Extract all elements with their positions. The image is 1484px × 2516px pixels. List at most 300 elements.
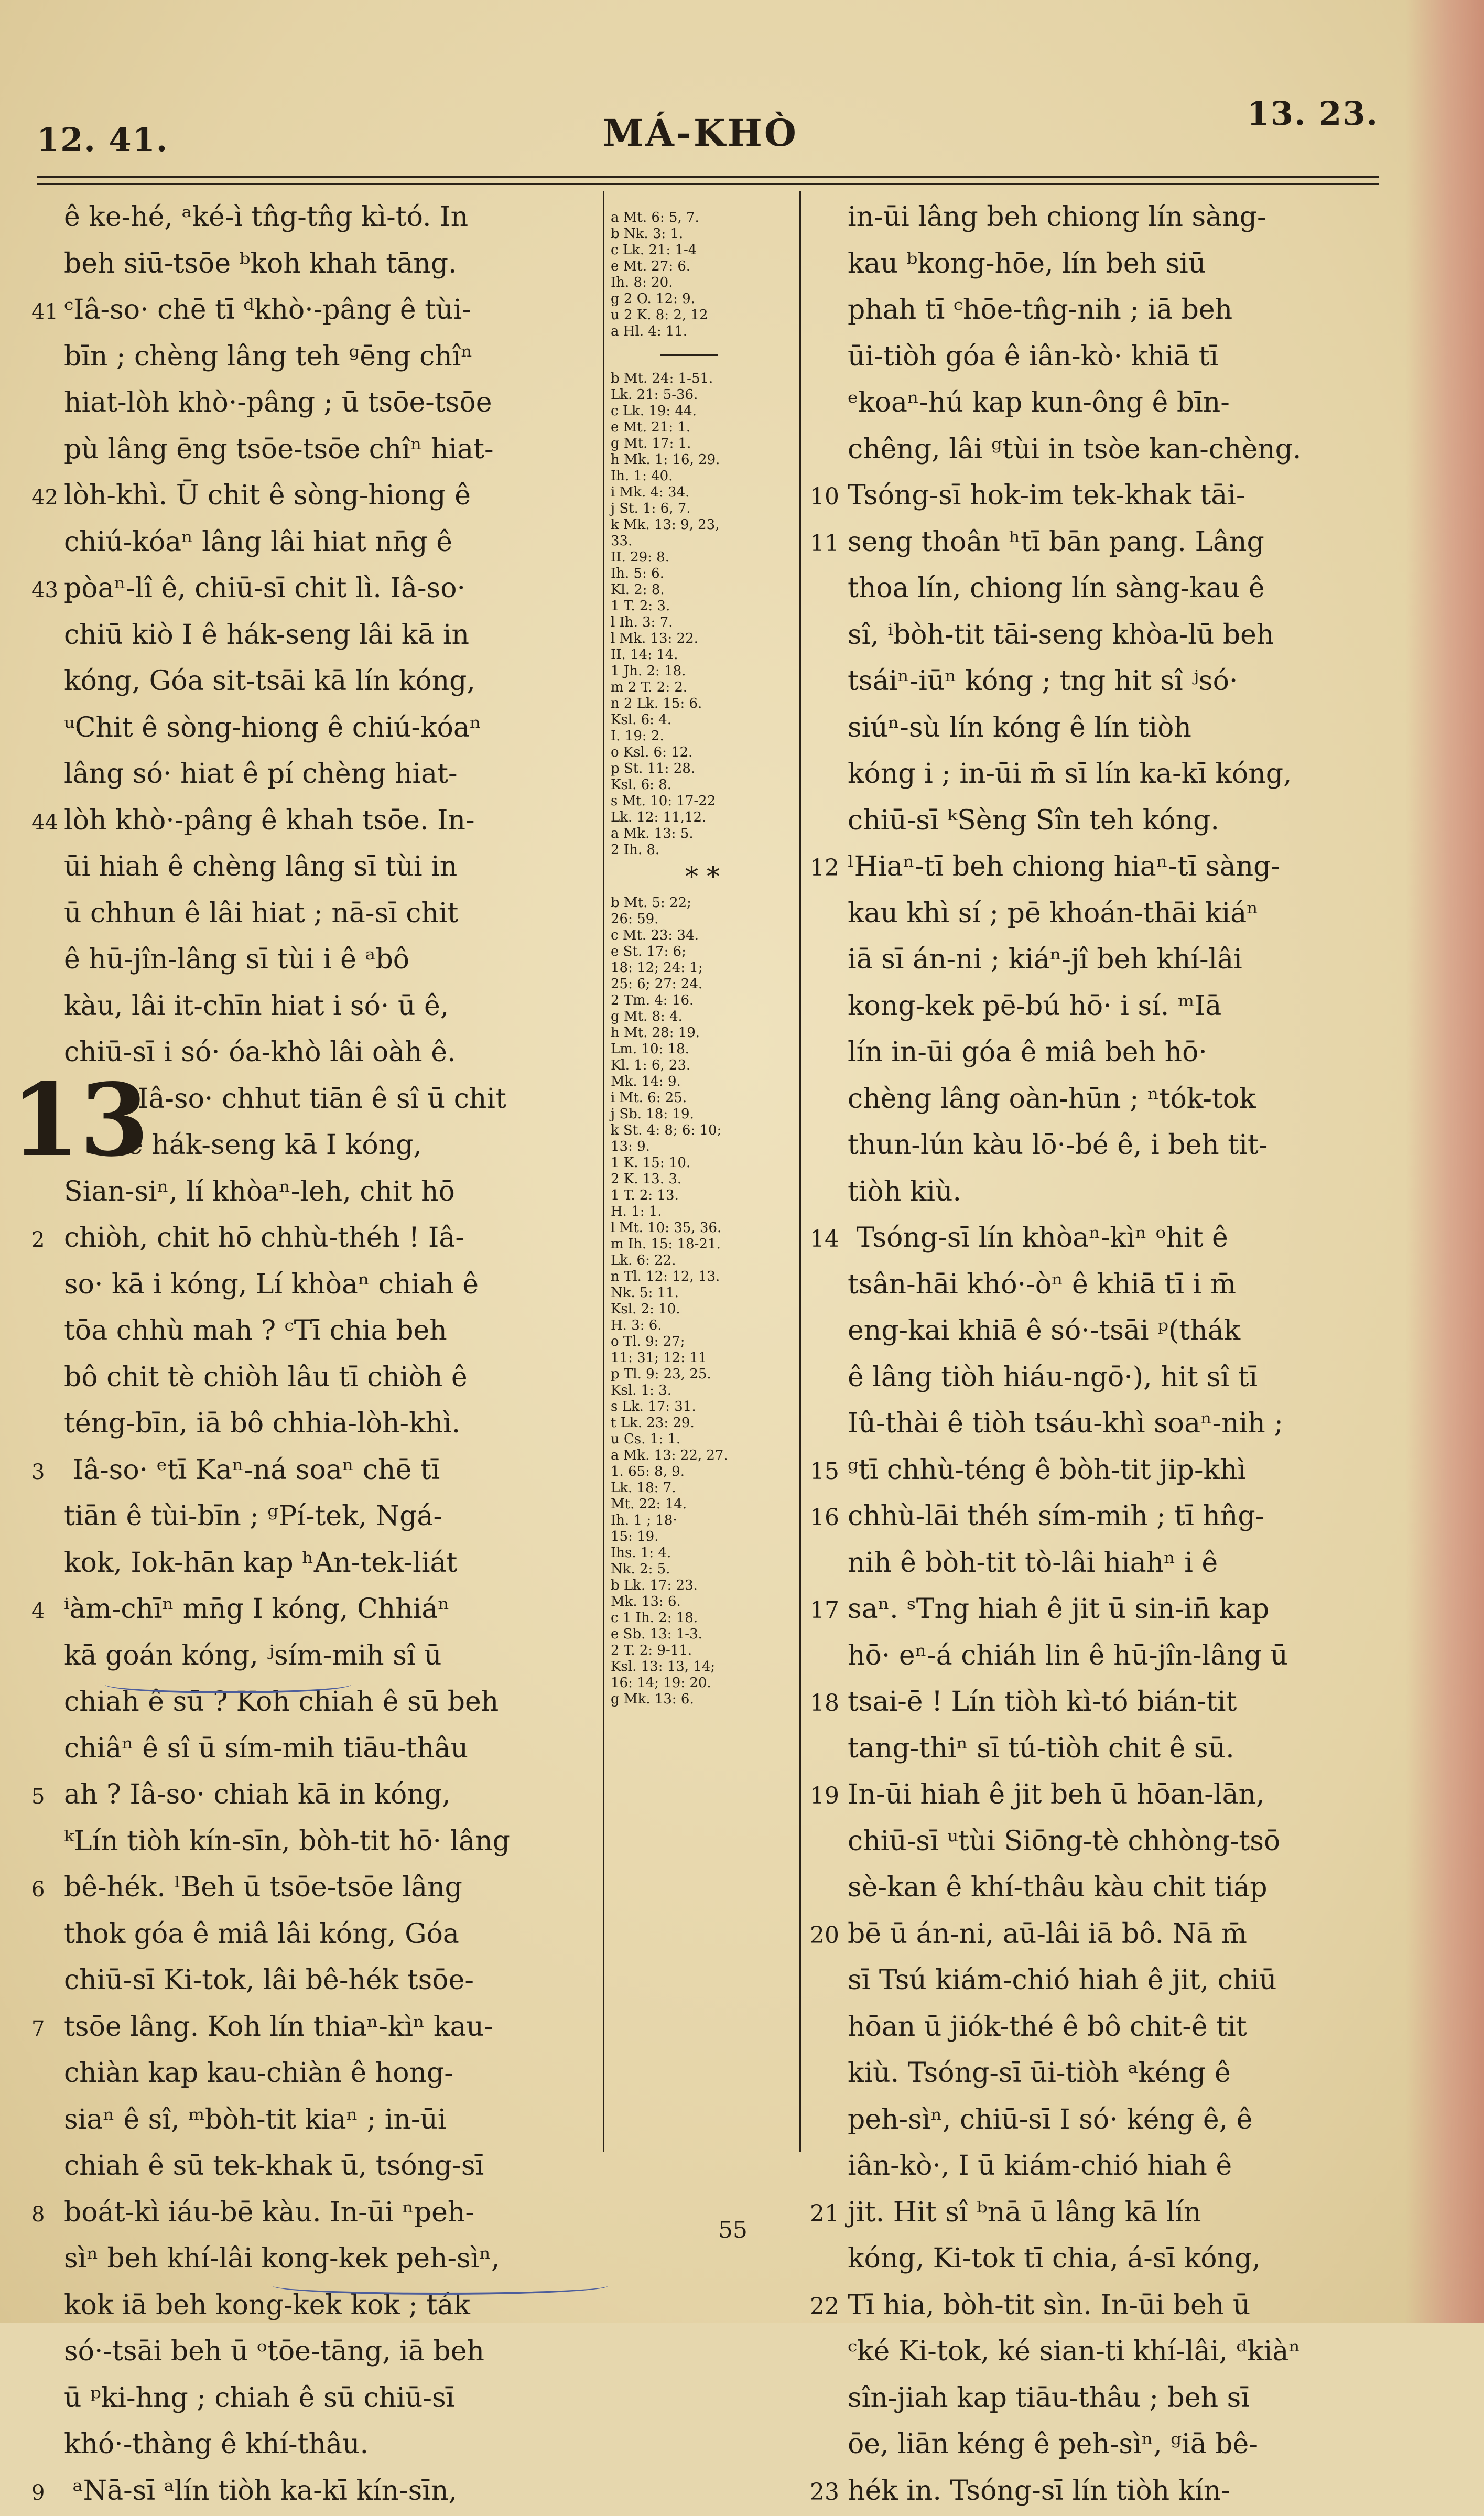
cross-reference: Ih. 8: 20. bbox=[611, 275, 794, 291]
verse-text: tiòh kiù. bbox=[848, 1176, 961, 1207]
verse-text: ê hák-seng kā I kóng, bbox=[64, 1129, 422, 1161]
verse-text: ūi-tiòh góa ê iân-kò· khiā tī bbox=[848, 341, 1218, 372]
text-line bbox=[31, 333, 598, 380]
cross-reference: c Lk. 19: 44. bbox=[611, 403, 794, 419]
verse-number: 11 bbox=[810, 521, 848, 567]
cross-reference: Kl. 2: 8. bbox=[611, 582, 794, 598]
text-line bbox=[31, 2004, 598, 2050]
section-stars: * * bbox=[611, 858, 794, 895]
text-line bbox=[31, 426, 598, 473]
cross-reference: Ihs. 1: 4. bbox=[611, 1545, 794, 1561]
text-line bbox=[31, 1586, 598, 1633]
cross-reference: 33. bbox=[611, 533, 794, 549]
cross-reference: h Mk. 1: 16, 29. bbox=[611, 452, 794, 468]
text-line bbox=[810, 2004, 1400, 2050]
text-line bbox=[31, 658, 598, 705]
verse-number: 42 bbox=[31, 474, 64, 521]
text-line bbox=[810, 333, 1400, 380]
verse-text: ᶜké Ki-tok, ké sian-ti khí-lâi, ᵈkiàⁿ bbox=[848, 2336, 1301, 2367]
chapter-number: 13 bbox=[10, 1071, 149, 1170]
verse-text: boát-kì iáu-bē kàu. In-ūi ⁿpeh- bbox=[64, 2197, 474, 2228]
verse-text: bê-hék. ˡBeh ū tsōe-tsōe lâng bbox=[64, 1872, 462, 1903]
verse-number: 4 bbox=[31, 1588, 64, 1635]
text-line bbox=[31, 1261, 598, 1308]
cross-reference: e Mt. 21: 1. bbox=[611, 419, 794, 436]
text-line bbox=[810, 1679, 1400, 1725]
text-line bbox=[31, 565, 598, 612]
text-line bbox=[810, 426, 1400, 473]
text-line bbox=[31, 2468, 598, 2514]
text-line bbox=[31, 1540, 598, 1586]
cross-reference: Ih. 5: 6. bbox=[611, 566, 794, 582]
text-line bbox=[31, 1215, 598, 1261]
cross-reference: Kl. 1: 6, 23. bbox=[611, 1057, 794, 1074]
cross-reference: k Mk. 13: 9, 23, bbox=[611, 517, 794, 533]
verse-text: só·-tsāi beh ū ᵒtōe-tāng, iā beh bbox=[64, 2336, 484, 2367]
verse-text: thok góa ê miâ lâi kóng, Góa bbox=[64, 1918, 459, 1950]
cross-reference: e St. 17: 6; bbox=[611, 944, 794, 960]
text-line bbox=[810, 2143, 1400, 2189]
text-line bbox=[810, 1261, 1400, 1308]
cross-reference: j Sb. 18: 19. bbox=[611, 1106, 794, 1122]
verse-number: 18 bbox=[810, 1680, 848, 1727]
cross-reference: Lm. 10: 18. bbox=[611, 1041, 794, 1057]
verse-number: 21 bbox=[810, 2191, 848, 2238]
cross-reference: e Sb. 13: 1-3. bbox=[611, 1626, 794, 1643]
header-rule-thin bbox=[37, 183, 1379, 185]
verse-number: 6 bbox=[31, 1866, 64, 1913]
verse-text: ⁱàm-chīⁿ mn̄g I kóng, Chhiáⁿ bbox=[64, 1593, 450, 1625]
verse-text: in-ūi lâng beh chiong lín sàng- bbox=[848, 201, 1266, 233]
text-line bbox=[31, 1911, 598, 1958]
verse-text: téng-bīn, iā bô chhia-lòh-khì. bbox=[64, 1408, 460, 1439]
verse-text: ᵍtī chhù-téng ê bòh-tit jip-khì bbox=[848, 1454, 1246, 1486]
reference-separator bbox=[660, 354, 718, 356]
header-verse-end: 13. 23. bbox=[1247, 94, 1379, 133]
verse-text: ū ᵖki-hng ; chiah ê sū chiū-sī bbox=[64, 2382, 454, 2414]
text-line bbox=[31, 1400, 598, 1447]
text-line bbox=[31, 2143, 598, 2189]
cross-reference: Lk. 21: 5-36. bbox=[611, 387, 794, 403]
verse-text: lín in-ūi góa ê miâ beh hō· bbox=[848, 1036, 1207, 1068]
cross-reference: t Lk. 23: 29. bbox=[611, 1415, 794, 1431]
verse-number: 12 bbox=[810, 845, 848, 892]
verse-text: kā goán kóng, ʲsím-mih sî ū bbox=[64, 1640, 442, 1671]
verse-text: hiat-lòh khò·-pâng ; ū tsōe-tsōe bbox=[64, 387, 492, 418]
cross-reference: Ksl. 6: 4. bbox=[611, 712, 794, 728]
cross-reference: b Mt. 5: 22; bbox=[611, 895, 794, 911]
verse-number: 8 bbox=[31, 2191, 64, 2238]
cross-reference: l Mk. 13: 22. bbox=[611, 631, 794, 647]
cross-reference-column bbox=[611, 210, 794, 1708]
verse-number: 16 bbox=[810, 1495, 848, 1541]
text-line bbox=[31, 2328, 598, 2375]
text-line bbox=[31, 890, 598, 937]
verse-number: 9 bbox=[31, 2470, 64, 2516]
text-line bbox=[810, 194, 1400, 241]
cross-reference: Mt. 22: 14. bbox=[611, 1496, 794, 1513]
cross-reference: l Mt. 10: 35, 36. bbox=[611, 1220, 794, 1236]
cross-reference: Lk. 6: 22. bbox=[611, 1252, 794, 1269]
verse-text: phah tī ᶜhōe-tn̂g-nih ; iā beh bbox=[848, 294, 1232, 326]
text-line bbox=[810, 936, 1400, 983]
verse-text: siúⁿ-sù lín kóng ê lín tiòh bbox=[848, 712, 1191, 743]
verse-text: saⁿ. ˢTng hiah ê jit ū sin-in̄ kap bbox=[848, 1593, 1269, 1625]
verse-text: kong-kek pē-bú hō· i sí. ᵐIā bbox=[848, 990, 1221, 1022]
verse-number: 2 bbox=[31, 1217, 64, 1264]
cross-reference: g Mt. 17: 1. bbox=[611, 436, 794, 452]
verse-text: chiàn kap kau-chiàn ê hong- bbox=[64, 2057, 453, 2089]
text-line bbox=[810, 1772, 1400, 1818]
header-rule bbox=[37, 176, 1379, 178]
verse-text: Tī hia, bòh-tit sìn. In-ūi beh ū bbox=[848, 2290, 1250, 2321]
verse-text: tiān ê tùi-bīn ; ᵍPí-tek, Ngá- bbox=[64, 1500, 442, 1532]
text-line bbox=[810, 1029, 1400, 1076]
verse-text: eng-kai khiā ê só·-tsāi ᵖ(thák bbox=[848, 1315, 1240, 1346]
text-line bbox=[810, 1215, 1400, 1261]
verse-text: chiū-sī ᵘtùi Siōng-tè chhòng-tsō bbox=[848, 1826, 1280, 1857]
verse-text: chiòh, chit hō chhù-théh ! Iâ- bbox=[64, 1222, 464, 1254]
cross-reference: Mk. 13: 6. bbox=[611, 1594, 794, 1610]
verse-text: ᵏLín tiòh kín-sīn, bòh-tit hō· lâng bbox=[64, 1826, 510, 1857]
book-title: MÁ-KHÒ bbox=[603, 111, 798, 155]
verse-text: sîn-jiah kap tiāu-thâu ; beh sī bbox=[848, 2382, 1250, 2414]
cross-reference: m 2 T. 2: 2. bbox=[611, 679, 794, 696]
verse-number: 19 bbox=[810, 1773, 848, 1820]
text-line bbox=[31, 1818, 598, 1865]
text-line bbox=[810, 2468, 1400, 2514]
verse-text: hék in. Tsóng-sī lín tiòh kín- bbox=[848, 2475, 1230, 2507]
text-line bbox=[31, 472, 598, 519]
cross-reference: u Cs. 1: 1. bbox=[611, 1431, 794, 1448]
text-line bbox=[31, 1725, 598, 1772]
cross-reference: 15: 19. bbox=[611, 1529, 794, 1545]
verse-text: ᵇIâ-so· chhut tiān ê sî ū chit bbox=[64, 1083, 506, 1115]
text-line bbox=[31, 705, 598, 751]
verse-text: chiū-sī ᵏSèng Sîn teh kóng. bbox=[848, 805, 1219, 836]
verse-text: kau khì sí ; pē khoán-thāi kiáⁿ bbox=[848, 898, 1259, 929]
cross-reference: o Tl. 9: 27; bbox=[611, 1334, 794, 1350]
cross-reference: l Ih. 3: 7. bbox=[611, 614, 794, 631]
cross-reference: 18: 12; 24: 1; bbox=[611, 960, 794, 976]
cross-reference: h Mt. 28: 19. bbox=[611, 1025, 794, 1041]
verse-text: thoa lín, chiong lín sàng-kau ê bbox=[848, 573, 1265, 604]
verse-text: so· kā i kóng, Lí khòaⁿ chiah ê bbox=[64, 1269, 479, 1300]
verse-text: bô chit tè chiòh lâu tī chiòh ê bbox=[64, 1362, 468, 1393]
cross-reference: j St. 1: 6, 7. bbox=[611, 501, 794, 517]
text-line bbox=[31, 2097, 598, 2143]
cross-reference: 25: 6; 27: 24. bbox=[611, 976, 794, 992]
cross-reference: I. 19: 2. bbox=[611, 728, 794, 744]
cross-reference: i Mt. 6: 25. bbox=[611, 1090, 794, 1106]
cross-reference: 1. 65: 8, 9. bbox=[611, 1464, 794, 1480]
text-line bbox=[31, 2050, 598, 2097]
verse-number: 17 bbox=[810, 1588, 848, 1634]
verse-text: chiah ê sū ? Koh chiah ê sū beh bbox=[64, 1686, 499, 1718]
verse-text: Tsóng-sī lín khòaⁿ-kìⁿ ᵒhit ê bbox=[848, 1222, 1228, 1254]
verse-text: jit. Hit sî ᵇnā ū lâng kā lín bbox=[848, 2197, 1201, 2228]
cross-reference: c Lk. 21: 1-4 bbox=[611, 242, 794, 258]
verse-number: 7 bbox=[31, 2006, 64, 2053]
cross-reference: Lk. 18: 7. bbox=[611, 1480, 794, 1496]
cross-reference: b Mt. 24: 1-51. bbox=[611, 371, 794, 387]
cross-reference: b Lk. 17: 23. bbox=[611, 1578, 794, 1594]
text-line bbox=[810, 1447, 1400, 1494]
verse-text: nih ê bòh-tit tò-lâi hiahⁿ i ê bbox=[848, 1547, 1218, 1579]
text-line bbox=[31, 2375, 598, 2422]
verse-text: kóng i ; in-ūi m̄ sī lín ka-kī kóng, bbox=[848, 758, 1292, 790]
cross-reference: 1 Jh. 2: 18. bbox=[611, 663, 794, 679]
verse-number: 5 bbox=[31, 1774, 64, 1820]
left-text-column bbox=[31, 194, 598, 2514]
text-line bbox=[810, 751, 1400, 797]
text-line bbox=[31, 983, 598, 1030]
cross-reference: a Hl. 4: 11. bbox=[611, 323, 794, 340]
verse-text: Tsóng-sī hok-im tek-khak tāi- bbox=[848, 480, 1245, 511]
verse-text: sè-kan ê khí-thâu kàu chit tiáp bbox=[848, 1872, 1268, 1903]
text-line bbox=[31, 519, 598, 566]
text-line bbox=[810, 2421, 1400, 2468]
cross-reference: s Lk. 17: 31. bbox=[611, 1399, 794, 1415]
verse-number: 22 bbox=[810, 2284, 848, 2330]
verse-number: 23 bbox=[810, 2469, 848, 2516]
text-line bbox=[810, 1540, 1400, 1586]
cross-reference: p Tl. 9: 23, 25. bbox=[611, 1366, 794, 1383]
cross-reference: 13: 9. bbox=[611, 1139, 794, 1155]
text-line bbox=[810, 1122, 1400, 1169]
verse-number: 43 bbox=[31, 567, 64, 614]
verse-text: chiū kiò I ê hák-seng lâi kā in bbox=[64, 619, 469, 651]
cross-reference: Ksl. 2: 10. bbox=[611, 1301, 794, 1318]
text-line bbox=[810, 1633, 1400, 1679]
text-line bbox=[31, 1957, 598, 2004]
verse-text: siaⁿ ê sî, ᵐbòh-tit kiaⁿ ; in-ūi bbox=[64, 2104, 447, 2135]
text-line bbox=[810, 1354, 1400, 1401]
verse-text: ᵘChit ê sòng-hiong ê chiú-kóaⁿ bbox=[64, 712, 481, 743]
text-line bbox=[31, 194, 598, 241]
text-line bbox=[31, 1354, 598, 1401]
text-line bbox=[810, 2375, 1400, 2422]
verse-text: pù lâng ēng tsōe-tsōe chîⁿ hiat- bbox=[64, 434, 494, 465]
verse-text: tsai-ē ! Lín tiòh kì-tó bián-tit bbox=[848, 1686, 1237, 1718]
text-line bbox=[31, 380, 598, 426]
text-line bbox=[31, 612, 598, 658]
verse-text: kau ᵇkong-hōe, lín beh siū bbox=[848, 248, 1206, 279]
verse-text: chiâⁿ ê sî ū sím-mih tiāu-thâu bbox=[64, 1733, 468, 1764]
text-line bbox=[31, 797, 598, 844]
verse-text: kok iā beh kong-kek kok ; ták bbox=[64, 2290, 470, 2321]
verse-number: 20 bbox=[810, 1913, 848, 1959]
cross-reference: 2 K. 13. 3. bbox=[611, 1171, 794, 1187]
text-line bbox=[810, 1911, 1400, 1958]
text-line bbox=[810, 1586, 1400, 1633]
text-line bbox=[810, 380, 1400, 426]
verse-text: ê hū-jîn-lâng sī tùi i ê ᵃbô bbox=[64, 944, 409, 975]
verse-text: ê ke-hé, ᵃké-ì tn̂g-tn̂g kì-tó. In bbox=[64, 201, 468, 233]
verse-text: kóng, Góa sit-tsāi kā lín kóng, bbox=[64, 665, 475, 697]
verse-text: iā sī án-ni ; kiáⁿ-jî beh khí-lâi bbox=[848, 944, 1242, 975]
text-line bbox=[810, 1864, 1400, 1911]
verse-text: peh-sìⁿ, chiū-sī I só· kéng ê, ê bbox=[848, 2104, 1252, 2135]
cross-reference: Ih. 1: 40. bbox=[611, 468, 794, 484]
verse-text: sī Tsú kiám-chió hiah ê jit, chiū bbox=[848, 1964, 1276, 1996]
verse-text: thun-lún kàu lō·-bé ê, i beh tit- bbox=[848, 1129, 1268, 1161]
cross-reference: 2 Ih. 8. bbox=[611, 842, 794, 858]
text-line bbox=[810, 1169, 1400, 1215]
verse-text: chêng, lâi ᵍtùi in tsòe kan-chèng. bbox=[848, 434, 1301, 465]
cross-reference: H. 3: 6. bbox=[611, 1318, 794, 1334]
verse-text: Sian-siⁿ, lí khòaⁿ-leh, chit hō bbox=[64, 1176, 455, 1207]
text-line bbox=[810, 287, 1400, 333]
verse-text: iân-kò·, I ū kiám-chió hiah ê bbox=[848, 2150, 1232, 2182]
verse-text: sìⁿ beh khí-lâi kong-kek peh-sìⁿ, bbox=[64, 2243, 500, 2274]
text-line bbox=[810, 565, 1400, 612]
text-line bbox=[810, 983, 1400, 1030]
verse-text: pòaⁿ-lî ê, chiū-sī chit lì. Iâ-so· bbox=[64, 573, 465, 604]
verse-text: ōe, liān kéng ê peh-sìⁿ, ᵍiā bê- bbox=[848, 2428, 1258, 2460]
cross-reference: n 2 Lk. 15: 6. bbox=[611, 696, 794, 712]
cross-reference: a Mk. 13: 22, 27. bbox=[611, 1448, 794, 1464]
cross-reference: Nk. 2: 5. bbox=[611, 1561, 794, 1578]
text-line bbox=[810, 1725, 1400, 1772]
text-line bbox=[31, 1308, 598, 1354]
text-line bbox=[810, 1818, 1400, 1865]
cross-reference: 2 Tm. 4: 16. bbox=[611, 992, 794, 1009]
text-line bbox=[810, 2189, 1400, 2236]
text-line bbox=[810, 705, 1400, 751]
page-number: 55 bbox=[718, 2217, 748, 2243]
cross-reference: u 2 K. 8: 2, 12 bbox=[611, 307, 794, 323]
verse-text: ˡHiaⁿ-tī beh chiong hiaⁿ-tī sàng- bbox=[848, 851, 1280, 882]
verse-text: chiah ê sū tek-khak ū, tsóng-sī bbox=[64, 2150, 484, 2182]
verse-text: ᶜIâ-so· chē tī ᵈkhò·-pâng ê tùi- bbox=[64, 294, 471, 326]
cross-reference: 1 T. 2: 3. bbox=[611, 598, 794, 614]
verse-text: kok, Iok-hān kap ʰAn-tek-liát bbox=[64, 1547, 457, 1579]
cross-reference: 16: 14; 19: 20. bbox=[611, 1675, 794, 1691]
verse-text: In-ūi hiah ê jit beh ū hōan-lān, bbox=[848, 1779, 1265, 1810]
text-line bbox=[810, 1493, 1400, 1540]
cross-reference: g 2 O. 12: 9. bbox=[611, 291, 794, 307]
verse-number: 3 bbox=[31, 1449, 64, 1496]
cross-reference: Nk. 5: 11. bbox=[611, 1285, 794, 1301]
text-line bbox=[31, 2421, 598, 2468]
cross-reference: a Mt. 6: 5, 7. bbox=[611, 210, 794, 226]
verse-text: tsōe lâng. Koh lín thiaⁿ-kìⁿ kau- bbox=[64, 2011, 493, 2043]
cross-reference: c 1 Ih. 2: 18. bbox=[611, 1610, 794, 1626]
verse-text: bē ū án-ni, aū-lâi iā bô. Nā m̄ bbox=[848, 1918, 1247, 1950]
verse-text: lòh khò·-pâng ê khah tsōe. In- bbox=[64, 805, 475, 836]
cross-reference: a Mk. 13: 5. bbox=[611, 826, 794, 842]
text-line bbox=[31, 287, 598, 333]
verse-text: tsân-hāi khó·-òⁿ ê khiā tī i m̄ bbox=[848, 1269, 1236, 1300]
text-line bbox=[810, 612, 1400, 658]
cross-reference: p St. 11: 28. bbox=[611, 761, 794, 777]
text-line bbox=[810, 797, 1400, 844]
cross-reference: II. 14: 14. bbox=[611, 647, 794, 663]
text-line bbox=[810, 658, 1400, 705]
text-line bbox=[31, 751, 598, 797]
text-line bbox=[31, 1633, 598, 1679]
text-line bbox=[31, 1447, 598, 1494]
cross-reference: 26: 59. bbox=[611, 911, 794, 927]
verse-text: chiú-kóaⁿ lâng lâi hiat nn̄g ê bbox=[64, 526, 452, 558]
text-line bbox=[810, 1076, 1400, 1122]
verse-text: chhù-lāi théh sím-mih ; tī hn̂g- bbox=[848, 1500, 1264, 1532]
cross-reference: i Mk. 4: 34. bbox=[611, 484, 794, 501]
cross-reference: Ksl. 13: 13, 14; bbox=[611, 1659, 794, 1675]
cross-reference: b Nk. 3: 1. bbox=[611, 226, 794, 242]
verse-text: lòh-khì. Ū chit ê sòng-hiong ê bbox=[64, 480, 471, 511]
verse-text: kóng, Ki-tok tī chia, á-sī kóng, bbox=[848, 2243, 1261, 2274]
text-line bbox=[810, 890, 1400, 937]
header-verse-start: 12. 41. bbox=[37, 121, 168, 159]
cross-reference: n Tl. 12: 12, 13. bbox=[611, 1269, 794, 1285]
verse-text: chiū-sī Ki-tok, lâi bê-hék tsōe- bbox=[64, 1964, 474, 1996]
text-line bbox=[810, 844, 1400, 890]
text-line bbox=[31, 241, 598, 287]
text-line bbox=[31, 2236, 598, 2282]
verse-text: seng thoân ʰtī bān pang. Lâng bbox=[848, 526, 1264, 558]
verse-text: ê lâng tiòh hiáu-ngō·), hit sî tī bbox=[848, 1362, 1258, 1393]
verse-text: beh siū-tsōe ᵇkoh khah tāng. bbox=[64, 248, 457, 279]
verse-text: ah ? Iâ-so· chiah kā in kóng, bbox=[64, 1779, 451, 1810]
verse-text: chiū-sī i só· óa-khò lâi oàh ê. bbox=[64, 1036, 456, 1068]
text-line bbox=[810, 2282, 1400, 2329]
cross-reference: II. 29: 8. bbox=[611, 549, 794, 566]
text-line bbox=[810, 472, 1400, 519]
cross-reference: Ih. 1 ; 18· bbox=[611, 1513, 794, 1529]
verse-number: 15 bbox=[810, 1449, 848, 1495]
verse-text: Iû-thài ê tiòh tsáu-khì soaⁿ-nih ; bbox=[848, 1408, 1283, 1439]
verse-text: hō· eⁿ-á chiáh lin ê hū-jîn-lâng ū bbox=[848, 1640, 1288, 1671]
cross-reference: 1 K. 15: 10. bbox=[611, 1155, 794, 1171]
cross-reference: g Mt. 8: 4. bbox=[611, 1009, 794, 1025]
verse-text: tōa chhù mah ? ᶜTī chia beh bbox=[64, 1315, 447, 1346]
verse-text: bīn ; chèng lâng teh ᵍēng chîⁿ bbox=[64, 341, 473, 372]
text-line bbox=[31, 844, 598, 890]
text-line bbox=[810, 2050, 1400, 2097]
verse-text: kàu, lâi it-chīn hiat i só· ū ê, bbox=[64, 990, 449, 1022]
text-line bbox=[810, 1400, 1400, 1447]
right-text-column bbox=[810, 194, 1400, 2514]
verse-number: 44 bbox=[31, 800, 64, 846]
column-divider-right bbox=[799, 191, 801, 2152]
cross-reference: 2 T. 2: 9-11. bbox=[611, 1643, 794, 1659]
cross-reference: Mk. 14: 9. bbox=[611, 1074, 794, 1090]
cross-reference: k St. 4: 8; 6: 10; bbox=[611, 1122, 794, 1139]
verse-text: lâng só· hiat ê pí chèng hiat- bbox=[64, 758, 458, 790]
verse-text: kiù. Tsóng-sī ūi-tiòh ᵃkéng ê bbox=[848, 2057, 1231, 2089]
text-line bbox=[31, 1493, 598, 1540]
verse-text: ūi hiah ê chèng lâng sī tùi in bbox=[64, 851, 457, 882]
verse-number: 14 bbox=[810, 1216, 848, 1263]
verse-text: tang-thiⁿ sī tú-tiòh chit ê sū. bbox=[848, 1733, 1234, 1764]
pen-underline bbox=[105, 1676, 351, 1693]
verse-text: chèng lâng oàn-hūn ; ⁿtók-tok bbox=[848, 1083, 1256, 1115]
cross-reference: H. 1: 1. bbox=[611, 1204, 794, 1220]
verse-text: hōan ū jiók-thé ê bô chit-ê tit bbox=[848, 2011, 1247, 2043]
text-line bbox=[810, 241, 1400, 287]
cross-reference: g Mk. 13: 6. bbox=[611, 1691, 794, 1708]
verse-text: Iâ-so· ᵉtī Kaⁿ-ná soaⁿ chē tī bbox=[64, 1454, 440, 1486]
pen-underline bbox=[273, 2277, 608, 2295]
verse-text: sî, ⁱbòh-tit tāi-seng khòa-lū beh bbox=[848, 619, 1274, 651]
verse-text: ᵉkoaⁿ-hú kap kun-ông ê bīn- bbox=[848, 387, 1230, 418]
text-line bbox=[810, 1308, 1400, 1354]
cross-reference: s Mt. 10: 17-22 bbox=[611, 793, 794, 809]
text-line bbox=[31, 1772, 598, 1818]
text-line bbox=[810, 519, 1400, 566]
